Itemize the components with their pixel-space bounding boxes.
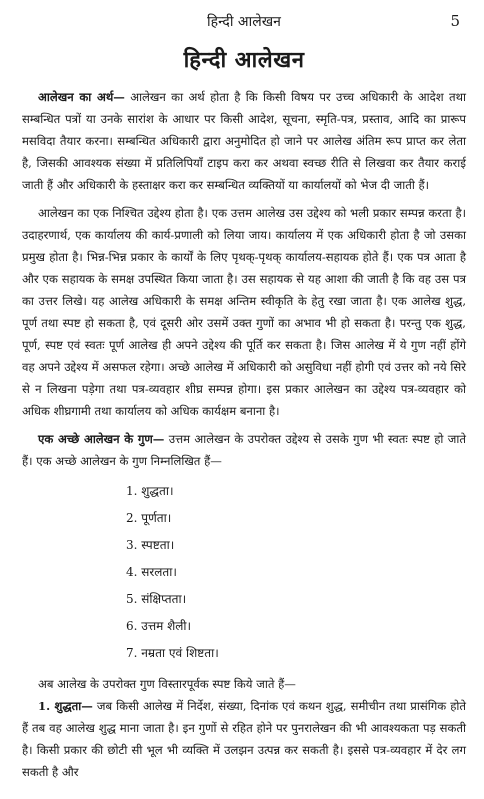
- closing-intro: अब आलेख के उपरोक्त गुण विस्तारपूर्वक स्पष्ट किये जाते हैं—: [38, 677, 296, 691]
- paragraph-purpose-text: आलेखन का एक निश्चित उद्देश्य होता है। एक उत्तम आलेख उस उद्देश्य को भली प्रकार सम्पन्न करता है। उदाहरणार्थ, एक कार्यालय की कार्य-प्रणाली को लिया जाय। कार्यालय में एक अधिकारी होता है जो उसका प्रमुख होता है। भिन्न-भिन्न प्रकार के कार्यों के लिए पृथक्-पृथक् कार्यालय-सहायक होते हैं। एक पत्र आता है और एक सहायक के समक्ष उपस्थित किया जाता है। उस सहायक से यह आशा की जाती है कि वह उस पत्र का उत्तर लिखे। यह आलेख अधिकारी के समक्ष अन्तिम स्वीकृति के हेतु रखा जाता है। एक आलेख शुद्ध, पूर्ण तथा स्पष्ट हो सकता है, एवं दूसरी ओर उसमें उक्त गुणों का अभाव भी हो सकता है। परन्तु एक शुद्ध, पूर्ण, स्पष्ट एवं स्वतः पूर्ण आलेख ही अपने उद्देश्य की पूर्ति कर सकता है। जिस आलेख में ये गुण नहीं होंगे वह अपने उद्देश्य में असफल रहेगा। अच्छे आलेख में अधिकारी को असुविधा नहीं होगी एवं उत्तर को नये सिरे से न लिखना पड़ेगा तथा पत्र-व्यवहार शीघ्र सम्पन्न होगा। इस प्रकार आलेखन का उद्देश्य पत्र-व्यवहार को अधिक शीघ्रगामी तथा कार्यालय को अधिक कार्यक्षम बनाना है।: [22, 206, 466, 418]
- page-title: हिन्दी आलेखन: [183, 47, 305, 73]
- list-item: 5. संक्षिप्तता।: [126, 592, 187, 606]
- list-item: 1. शुद्धता।: [126, 484, 174, 498]
- list-item: 7. नम्रता एवं शिष्टता।: [126, 646, 219, 660]
- term-accuracy: 1. शुद्धता—: [38, 699, 93, 713]
- term-meaning: आलेखन का अर्थ—: [38, 90, 125, 104]
- paragraph-purpose: [22, 202, 466, 422]
- paragraph-meaning-text: आलेखन का अर्थ होता है कि किसी विषय पर उच्च अधिकारी के आदेश तथा सम्बन्धित पत्रों या उनके सारांश के आधार पर किसी आदेश, सूचना, स्मृति-पत्र, प्रस्ताव, आदि का प्रारूप मसविदा तैयार करना। सम्बन्धित अधिकारी द्वारा अनुमोदित हो जाने पर आलेख अंतिम रूप प्राप्त कर लेता है, जिसकी आवश्यक संख्या में प्रतिलिपियाँ टाइप करा कर अथवा स्वच्छ रीति से लिखवा कर तैयार कराई जाती हैं और अधिकारी के हस्ताक्षर करा कर सम्बन्धित व्यक्तियों या कार्यालयों को भेज दी जाती हैं।: [22, 90, 467, 192]
- list-item: 3. स्पष्टता।: [126, 538, 175, 552]
- list-item: 2. पूर्णता।: [126, 511, 172, 525]
- paragraph-accuracy: [22, 695, 466, 783]
- paragraph-meaning: [22, 86, 466, 196]
- paragraph-accuracy-text: जब किसी आलेख में निर्देश, संख्या, दिनांक एवं कथन शुद्ध, समीचीन तथा प्रासंगिक होते हैं तब वह आलेख शुद्ध माना जाता है। इन गुणों से रहित होने पर पुनरालेखन की भी आवश्यकता पड़ सकती है। किसी प्रकार की छोटी सी भूल भी व्यक्ति में उलझन उत्पन्न कर सकती है। इससे पत्र-व्यवहार में देर लग सकती है और: [22, 699, 466, 779]
- list-item: 6. उत्तम शैली।: [126, 619, 192, 633]
- page-number: 5: [450, 12, 460, 30]
- paragraph-qualities-text: उत्तम आलेखन के उपरोक्त उद्देश्य से उसके गुण भी स्वतः स्पष्ट हो जाते हैं। एक अच्छे आलेखन के गुण निम्नलिखित हैं—: [22, 432, 466, 468]
- running-header: [22, 0, 466, 40]
- qualities-list: [126, 478, 466, 667]
- term-qualities: एक अच्छे आलेखन के गुण—: [38, 432, 165, 446]
- paragraph-qualities: [22, 428, 466, 472]
- running-title: हिन्दी आलेखन: [207, 14, 281, 30]
- list-item: 4. सरलता।: [126, 565, 177, 579]
